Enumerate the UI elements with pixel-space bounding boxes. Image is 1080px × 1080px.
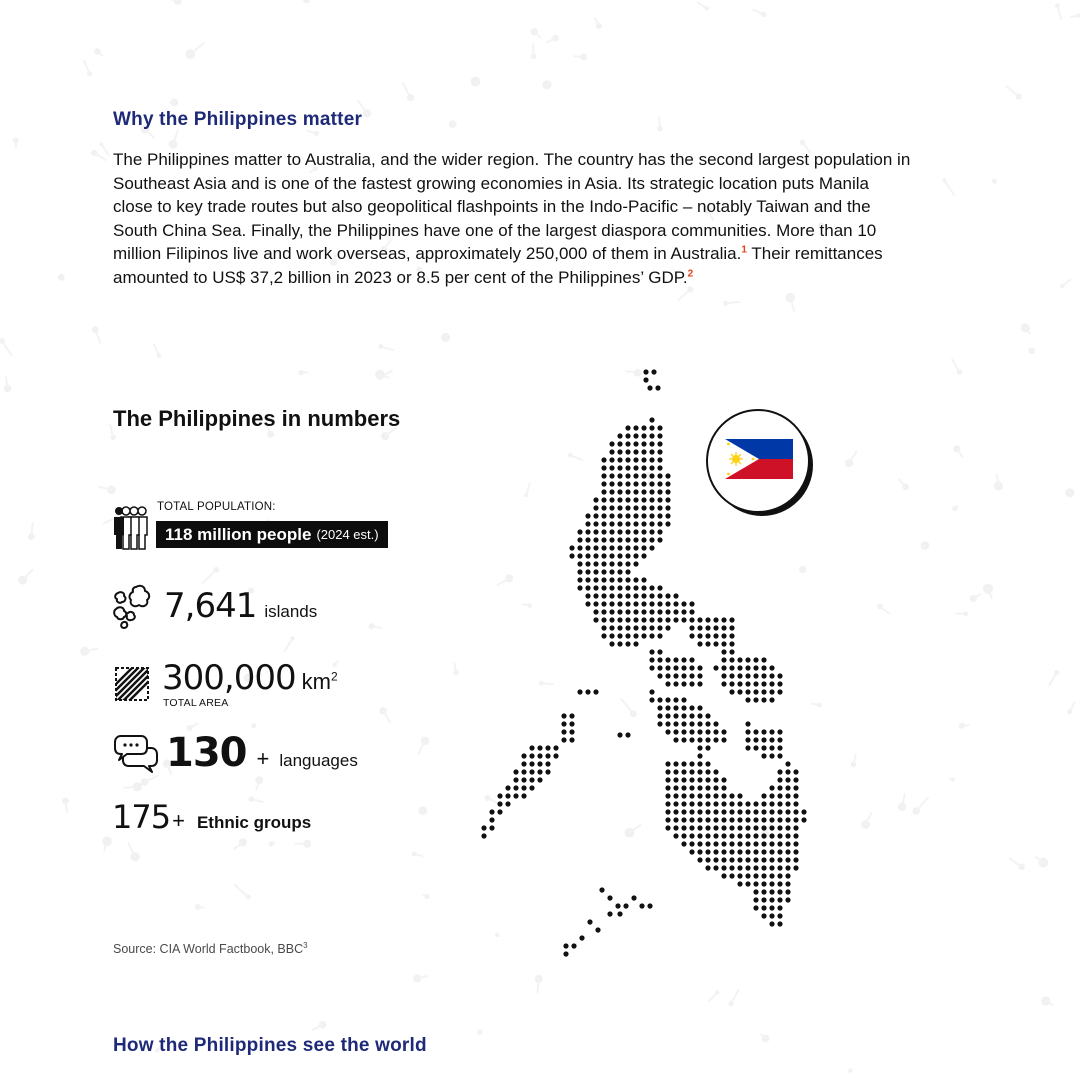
ethnic-plus: + [172,808,185,833]
islands-unit: islands [264,602,318,621]
languages-plus: + [256,746,270,771]
population-label: TOTAL POPULATION: [157,501,276,513]
population-value-box [156,521,388,548]
footnote-2[interactable]: 2 [687,267,694,279]
languages-unit: languages [279,751,358,770]
area-label: TOTAL AREA [163,697,229,709]
ethnic-unit: Ethnic groups [196,813,312,832]
numbers-title: The Philippines in numbers [113,406,401,431]
source-note: Source: CIA World Factbook, BBC$^3$ [113,941,308,957]
islands-stat [164,586,317,626]
section-heading-how: How the Philippines see the world [113,1035,427,1056]
population-value: 118 million people [165,524,312,544]
area-unit-sup: 2 [330,669,338,684]
section-heading-why: Why the Philippines matter [113,109,363,130]
area-value: 300,000 [162,658,296,698]
islands-value: 7,641 [164,586,257,626]
languages-stat [166,730,358,776]
footnote-3[interactable]: 3 [303,941,308,950]
area-stat [162,658,338,698]
islands-icon [112,583,156,631]
ethnic-stat [112,798,311,836]
ethnic-value: 175 [112,798,171,836]
footnote-1[interactable]: 1 [741,244,747,256]
population-note: (2024 est.) [316,527,379,542]
languages-value: 130 [166,730,247,776]
intro-paragraph: The Philippines matter to Australia, and the wider region. The country has the second largest population in Southeast Asia and is one of the fastest growing economies in Asia. Its strategic location puts Manila close to key trade routes but also geopolitical flashpoints in the Indo-Pacific – notably Taiwan and the South China Sea. Finally, the Philippines have one of the largest diaspora communities. More than 10 million Filipinos live and work overseas, approximately 250,000 of them in Australia.$^1$ Their remittances amounted to US$ 37,2 billion in 2023 or 8.5 per cent of the Philippines’ GDP.$^2$ [113,150,911,287]
area-hatch-icon [113,665,151,703]
people-icon [112,505,152,551]
philippines-flag-icon [705,407,815,517]
area-unit: km [301,669,331,694]
speech-bubbles-icon [113,734,159,774]
